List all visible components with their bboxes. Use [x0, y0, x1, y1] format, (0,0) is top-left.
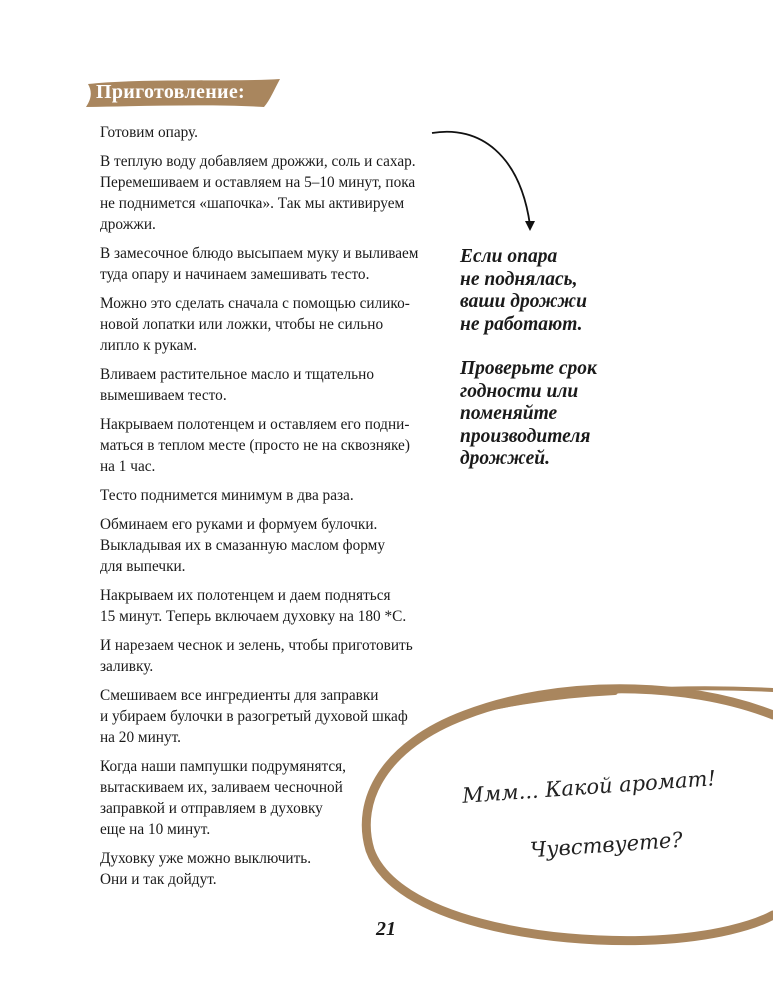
step-line: Когда наши пампушки подрумянятся,: [100, 758, 347, 775]
side-note-line: производителя: [460, 425, 591, 447]
step-line: заливку.: [100, 658, 154, 675]
step-line: 15 минут. Теперь включаем духовку на 180 *С.: [100, 608, 407, 625]
section-title: Приготовление:: [96, 81, 246, 103]
step-line: не поднимется «шапочка». Так мы активируем: [100, 195, 405, 212]
step-line: В замесочное блюдо высыпаем муку и выливаем: [100, 245, 419, 262]
side-note-line: поменяйте: [460, 403, 558, 424]
page-number: 21: [376, 918, 396, 940]
side-note-line: Если опара: [460, 246, 558, 267]
step-line: и убираем булочки в разогретый духовой шкаф: [100, 708, 408, 725]
side-note-warning: [460, 246, 597, 336]
step-line: Можно это сделать сначала с помощью силико-: [100, 295, 410, 312]
step-line: Смешиваем все ингредиенты для заправки: [100, 687, 379, 704]
step-line: маться в теплом месте (просто не на сквозняке): [100, 437, 410, 454]
step-line: еще на 10 минут.: [100, 821, 211, 838]
step-line: на 20 минут.: [100, 729, 181, 746]
recipe-step: [100, 293, 440, 356]
recipe-step: [100, 585, 440, 627]
step-line: Они и так дойдут.: [100, 871, 217, 888]
step-line: Готовим опару.: [100, 124, 199, 141]
side-note-line: ваши дрожжи: [460, 291, 587, 312]
step-line: дрожжи.: [100, 216, 156, 233]
step-line: для выпечки.: [100, 558, 186, 575]
step-line: Перемешиваем и оставляем на 5–10 минут, пока: [100, 174, 416, 191]
recipe-step: [100, 414, 440, 477]
step-line: Тесто поднимется минимум в два раза.: [100, 487, 354, 504]
recipe-step: [100, 122, 440, 143]
step-line: липло к рукам.: [100, 337, 197, 354]
recipe-step: [100, 485, 440, 506]
step-line: на 1 час.: [100, 458, 156, 475]
step-line: туда опару и начинаем замешивать тесто.: [100, 266, 370, 283]
step-line: В теплую воду добавляем дрожжи, соль и сахар.: [100, 153, 416, 170]
recipe-step: [100, 514, 440, 577]
side-note-advice: [460, 358, 597, 471]
step-line: Выкладывая их в смазанную маслом форму: [100, 537, 385, 554]
recipe-step: [100, 364, 440, 406]
step-line: Обминаем его руками и формуем булочки.: [100, 516, 378, 533]
step-line: Накрываем их полотенцем и даем подняться: [100, 587, 391, 604]
handwritten-question: Чувствуете?: [529, 827, 684, 863]
side-note-line: годности или: [460, 380, 579, 402]
side-note-line: не работают.: [460, 313, 583, 335]
side-note-line: дрожжей.: [460, 448, 550, 469]
side-note-line: Проверьте срок: [460, 358, 597, 379]
brush-oval-frame: [355, 660, 773, 950]
recipe-step: [100, 243, 440, 285]
step-line: вытаскиваем их, заливаем чесночной: [100, 779, 343, 796]
side-note: [460, 246, 597, 493]
side-note-line: не поднялась,: [460, 268, 578, 290]
step-line: заправкой и отправляем в духовку: [100, 800, 323, 817]
step-line: И нарезаем чеснок и зелень, чтобы приготовить: [100, 637, 413, 654]
step-line: новой лопатки или ложки, чтобы не сильно: [100, 316, 384, 333]
curved-arrow-icon: [430, 125, 550, 235]
step-line: Накрываем полотенцем и оставляем его подни-: [100, 416, 410, 433]
step-line: Вливаем растительное масло и тщательно: [100, 366, 374, 383]
recipe-step: [100, 151, 440, 235]
section-heading: [84, 76, 284, 110]
step-line: Духовку уже можно выключить.: [100, 850, 312, 867]
step-line: вымешиваем тесто.: [100, 387, 227, 404]
handwritten-exclamation: Ммм... Какой аромат!: [461, 766, 717, 808]
